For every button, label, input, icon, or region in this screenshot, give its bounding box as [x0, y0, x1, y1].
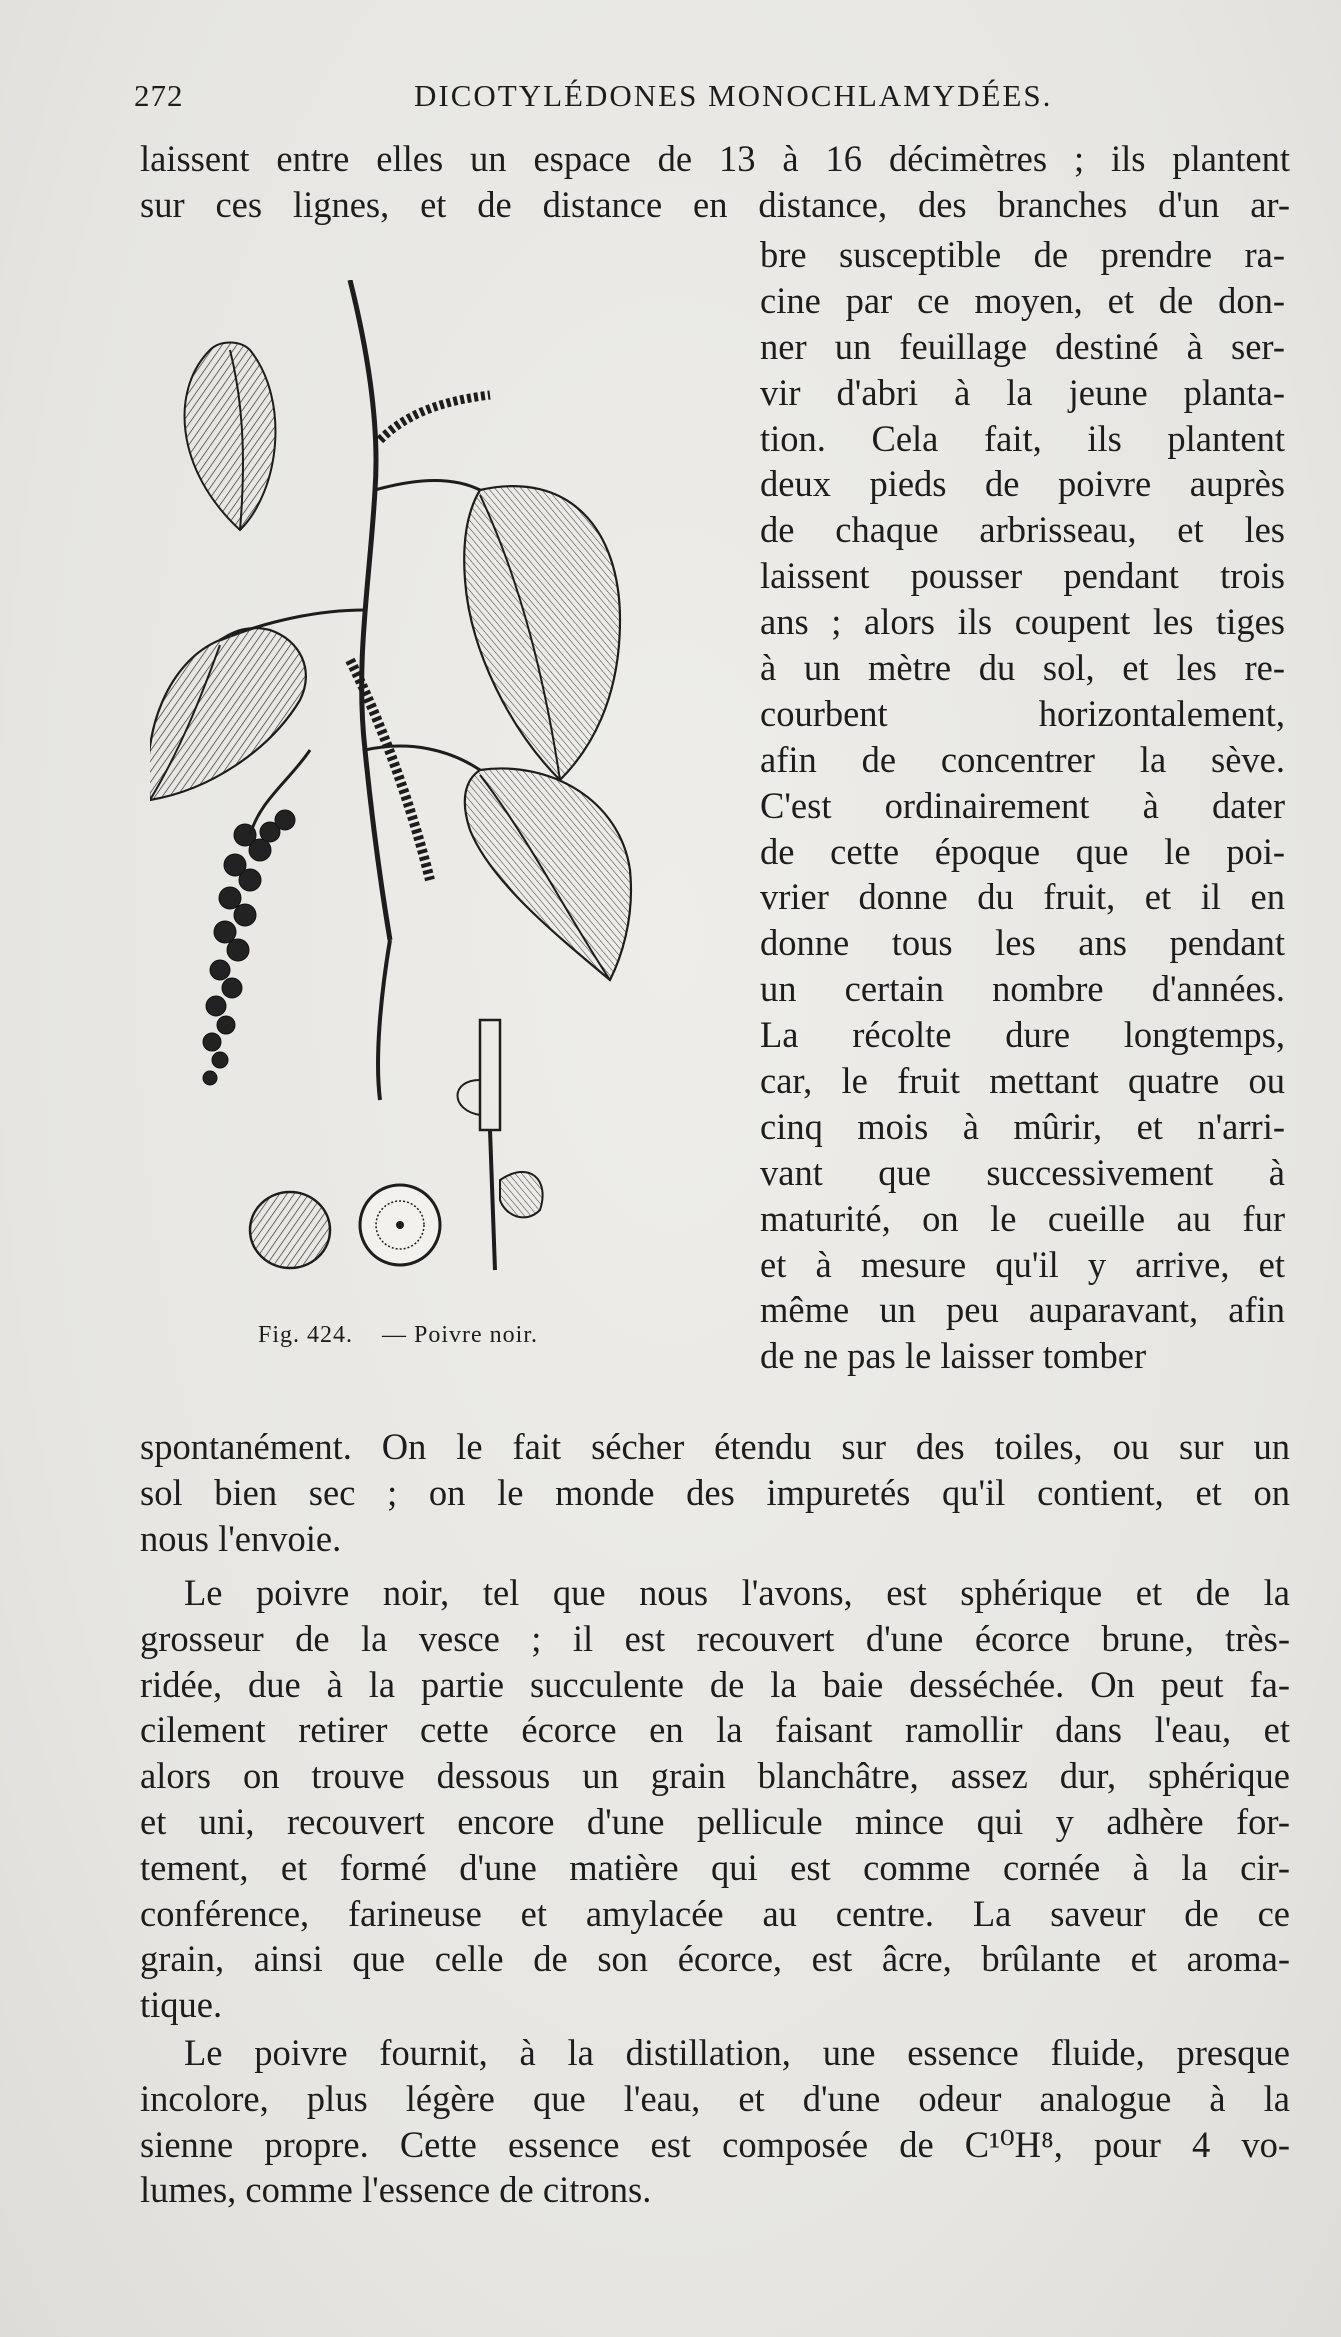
text-line: vant que successivement à — [760, 1151, 1285, 1193]
text-line: Le poivre fournit, à la distillation, une essence fluide, presque — [184, 2032, 1290, 2073]
side-column — [760, 232, 1285, 1379]
pepper-berry-cluster — [203, 810, 295, 1085]
text-line: incolore, plus légère que l'eau, et d'une odeur analogue à la — [140, 2077, 1290, 2119]
text-line: spontanément. On le fait sécher étendu sur des toiles, ou sur un — [140, 1426, 1290, 1467]
text-line: afin de concentrer la sève. — [760, 738, 1285, 780]
text-line: bre susceptible de prendre ra- — [760, 234, 1285, 275]
text-line: conférence, farineuse et amylacée au centre. La saveur de ce — [140, 1892, 1290, 1934]
text-line: tion. Cela fait, ils plantent — [760, 417, 1285, 459]
text-line: et uni, recouvert encore d'une pellicule mince qui y adhère for- — [140, 1800, 1290, 1842]
text-line: grosseur de la vesce ; il est recouvert d'une écorce brune, très- — [140, 1617, 1290, 1659]
page-header — [134, 78, 1284, 118]
leaf-right — [464, 486, 620, 780]
text-line: à un mètre du sol, et les re- — [760, 647, 1285, 689]
page-number: 272 — [134, 78, 184, 113]
text-line: de ne pas le laisser tomber — [760, 1335, 1147, 1377]
figure-number: Fig. 424. — [258, 1322, 354, 1348]
figure-title: — Poivre noir. — [382, 1322, 539, 1348]
text-line: courbent horizontalement, — [760, 692, 1285, 734]
text-line: donne tous les ans pendant — [760, 922, 1285, 964]
text-line: de cette époque que le poi- — [760, 830, 1285, 872]
top-paragraph — [140, 136, 1290, 228]
text-line: et à mesure qu'il y arrive, et — [760, 1243, 1285, 1285]
text-line: maturité, on le cueille au fur — [760, 1197, 1285, 1239]
running-title: DICOTYLÉDONES MONOCHLAMYDÉES. — [414, 78, 1053, 113]
figure-caption — [258, 1322, 538, 1349]
bottom-paragraph-1 — [140, 1424, 1290, 1561]
text-line: un certain nombre d'années. — [760, 968, 1285, 1010]
text-line: alors on trouve dessous un grain blanchâtre, assez dur, sphérique — [140, 1755, 1290, 1797]
text-line: même un peu auparavant, afin — [760, 1289, 1285, 1331]
text-line: ans ; alors ils coupent les tiges — [760, 601, 1285, 643]
leaf-lower-right — [465, 768, 631, 980]
text-line: car, le fruit mettant quatre ou — [760, 1060, 1285, 1102]
text-line: ner un feuillage destiné à ser- — [760, 325, 1285, 367]
text-line: cilement retirer cette écorce en la faisant ramollir dans l'eau, et — [140, 1709, 1290, 1751]
text-line: cinq mois à mûrir, et n'arri- — [760, 1105, 1285, 1147]
leaf-top — [185, 343, 276, 531]
bottom-paragraph-3 — [140, 2030, 1290, 2213]
text-line: cine par ce moyen, et de don- — [760, 279, 1285, 321]
leaf-left — [150, 628, 306, 800]
text-line: sienne propre. Cette essence est composée de C¹⁰H⁸, pour 4 vo- — [140, 2123, 1290, 2165]
text-line: lumes, comme l'essence de citrons. — [140, 2169, 652, 2211]
text-line: vrier donne du fruit, et il en — [760, 876, 1285, 918]
text-line: laissent pousser pendant trois — [760, 555, 1285, 597]
peppercorn-whole — [250, 1192, 330, 1268]
bottom-paragraph-2 — [140, 1570, 1290, 2028]
text-line: deux pieds de poivre auprès — [760, 463, 1285, 505]
text-line: Le poivre noir, tel que nous l'avons, est sphérique et de la — [184, 1572, 1290, 1613]
peppercorn-section — [360, 1185, 440, 1265]
text-line: de chaque arbrisseau, et les — [760, 509, 1285, 551]
text-line: vir d'abri à la jeune planta- — [760, 371, 1285, 413]
text-line: grain, ainsi que celle de son écorce, est âcre, brûlante et aroma- — [140, 1938, 1290, 1980]
text-line: C'est ordinairement à dater — [760, 784, 1285, 826]
black-pepper-illustration — [150, 280, 740, 1280]
text-line: laissent entre elles un espace de 13 à 16 décimètres ; ils plantent — [140, 138, 1290, 179]
text-line: sur ces lignes, et de distance en distance, des branches d'un ar- — [140, 183, 1290, 225]
text-line: nous l'envoie. — [140, 1517, 342, 1559]
text-line: tique. — [140, 1984, 223, 2026]
text-line: tement, et formé d'une matière qui est comme cornée à la cir- — [140, 1846, 1290, 1888]
text-line: sol bien sec ; on le monde des impuretés qu'il contient, et on — [140, 1471, 1290, 1513]
text-line: ridée, due à la partie succulente de la baie desséchée. On peut fa- — [140, 1663, 1290, 1705]
text-line: La récolte dure longtemps, — [760, 1014, 1285, 1056]
flower-detail — [458, 1020, 543, 1270]
